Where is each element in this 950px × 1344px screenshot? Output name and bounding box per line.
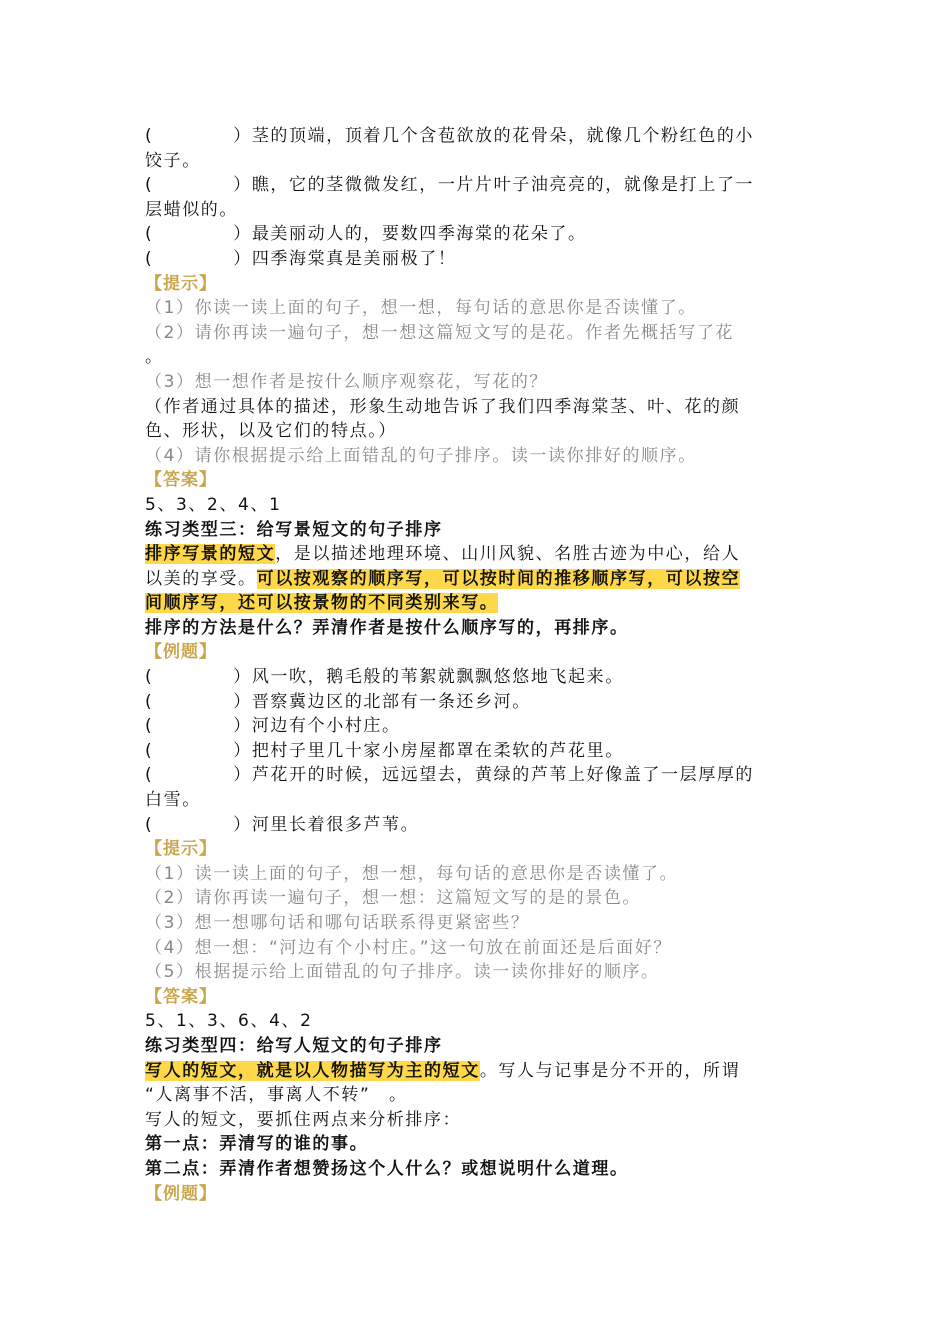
hint-text: （2）请你再读一遍句子，想一想这篇短文写的是花。作者先概括写了花 [145,322,735,343]
answer-blank [153,813,233,838]
hint-text: （4）想一想：“河边有个小村庄。”这一句放在前面还是后面好？ [145,937,672,958]
intro-text: ，是以描述地理环境、山川风貌、名胜古迹为中心，给人 [275,544,741,565]
answer-blank [153,247,233,272]
hint-continuation: 。 [145,347,164,368]
sentence-text: ）瞧，它的茎微微发红，一片片叶子油亮亮的，就像是打上了一 [233,175,755,196]
highlighted-text: 可以按观察的顺序写，可以按时间的推移顺序写，可以按空 [256,568,741,589]
answer-blank [153,763,233,788]
section-title: 练习类型三：给写景短文的句子排序 [145,519,443,540]
sentence-text: ）把村子里几十家小房屋都罩在柔软的芦花里。 [233,740,624,761]
document-content [145,124,807,1206]
answer-blank [153,173,233,198]
answer-bracket: ( [145,814,154,835]
sentence-item [145,665,807,690]
answer-heading: 【答案】 [145,986,217,1007]
answer-blank [153,690,233,715]
sentence-continuation: 饺子。 [145,150,201,171]
intro-paragraph [145,591,807,616]
hint-heading: 【提示】 [145,273,217,294]
answer-heading: 【答案】 [145,470,217,491]
sentence-item [145,247,807,272]
hint-text: （1）你读一读上面的句子，想一想，每句话的意思你是否读懂了。 [145,298,697,319]
answer-blank [153,714,233,739]
intro-paragraph: 写人的短文，要抓住两点来分析排序： [145,1109,462,1130]
hint-item [145,321,807,346]
hint-item [145,444,807,469]
answer-blank [153,739,233,764]
sentence-item [145,763,807,788]
highlighted-text: 间顺序写，还可以按景物的不同类别来写。 [145,593,499,614]
answer-bracket: ( [145,667,154,688]
hint-item [145,370,807,395]
answer-bracket: ( [145,175,154,196]
hint-item [145,960,807,985]
hint-item [145,886,807,911]
explanatory-note: （作者通过具体的描述，形象生动地告诉了我们四季海棠茎、叶、花的颜 [145,396,741,417]
method-text: 排序的方法是什么？弄清作者是按什么顺序写的，再排序。 [145,617,629,638]
section-title: 练习类型四：给写人短文的句子排序 [145,1035,443,1056]
example-heading: 【例题】 [145,642,217,663]
sentence-item [145,739,807,764]
sentence-text: ）河边有个小村庄。 [233,716,401,737]
sentence-text: ）四季海棠真是美丽极了！ [233,248,457,269]
key-point: 第一点：弄清写的谁的事。 [145,1134,369,1155]
explanatory-note: 色、形状，以及它们的特点。） [145,421,397,442]
answer-bracket: ( [145,126,154,146]
answer-text: 5、3、2、4、1 [145,494,282,515]
sentence-text: ）茎的顶端，顶着几个含苞欲放的花骨朵，就像几个粉红色的小 [233,126,755,146]
hint-text: （5）根据提示给上面错乱的句子排序。读一读你排好的顺序。 [145,962,660,983]
answer-bracket: ( [145,716,154,737]
hint-text: （3）想一想哪句话和哪句话联系得更紧密些？ [145,913,530,933]
hint-item [145,296,807,321]
key-point: 第二点：弄清作者想赞扬这个人什么？或想说明什么道理。 [145,1158,629,1179]
answer-blank [153,665,233,690]
hint-text: （3）想一想作者是按什么顺序观察花，写花的？ [145,371,549,392]
sentence-item [145,690,807,715]
highlighted-term: 写人的短文，就是以人物描写为主的短文 [145,1060,480,1081]
hint-text: （4）请你根据提示给上面错乱的句子排序。读一读你排好的顺序。 [145,445,697,466]
sentence-continuation: 层蜡似的。 [145,199,238,220]
answer-bracket: ( [145,224,154,245]
hint-item [145,911,807,936]
answer-bracket: ( [145,248,154,269]
hint-text: （2）请你再读一遍句子，想一想：这篇短文写的是的景色。 [145,888,642,909]
sentence-text: ）河里长着很多芦苇。 [233,814,420,835]
answer-text: 5、1、3、6、4、2 [145,1011,313,1032]
intro-paragraph [145,1059,807,1084]
sentence-item [145,222,807,247]
answer-bracket: ( [145,765,154,786]
sentence-item [145,813,807,838]
hint-item [145,936,807,961]
hint-heading: 【提示】 [145,839,217,860]
answer-bracket: ( [145,691,154,712]
intro-text: 。写人与记事是分不开的，所谓 [479,1060,741,1081]
intro-text: 以美的享受。 [145,568,257,589]
hint-text: （1）读一读上面的句子，想一想，每句话的意思你是否读懂了。 [145,863,679,884]
intro-paragraph [145,567,807,592]
sentence-item [145,714,807,739]
example-heading: 【例题】 [145,1183,217,1204]
intro-paragraph [145,542,807,567]
sentence-text: ）最美丽动人的，要数四季海棠的花朵了。 [233,224,587,245]
hint-item [145,862,807,887]
intro-paragraph: “人离事不活，事离人不转” 。 [145,1085,408,1106]
answer-bracket: ( [145,740,154,761]
sentence-continuation: 白雪。 [145,790,201,811]
sentence-item [145,124,807,149]
highlighted-term: 排序写景的短文 [145,544,276,565]
sentence-text: ）风一吹，鹅毛般的苇絮就飘飘悠悠地飞起来。 [233,667,624,688]
answer-blank [153,124,233,149]
sentence-item [145,173,807,198]
answer-blank [153,222,233,247]
sentence-text: ）晋察冀边区的北部有一条还乡河。 [233,691,531,712]
sentence-text: ）芦花开的时候，远远望去，黄绿的芦苇上好像盖了一层厚厚的 [233,765,755,786]
